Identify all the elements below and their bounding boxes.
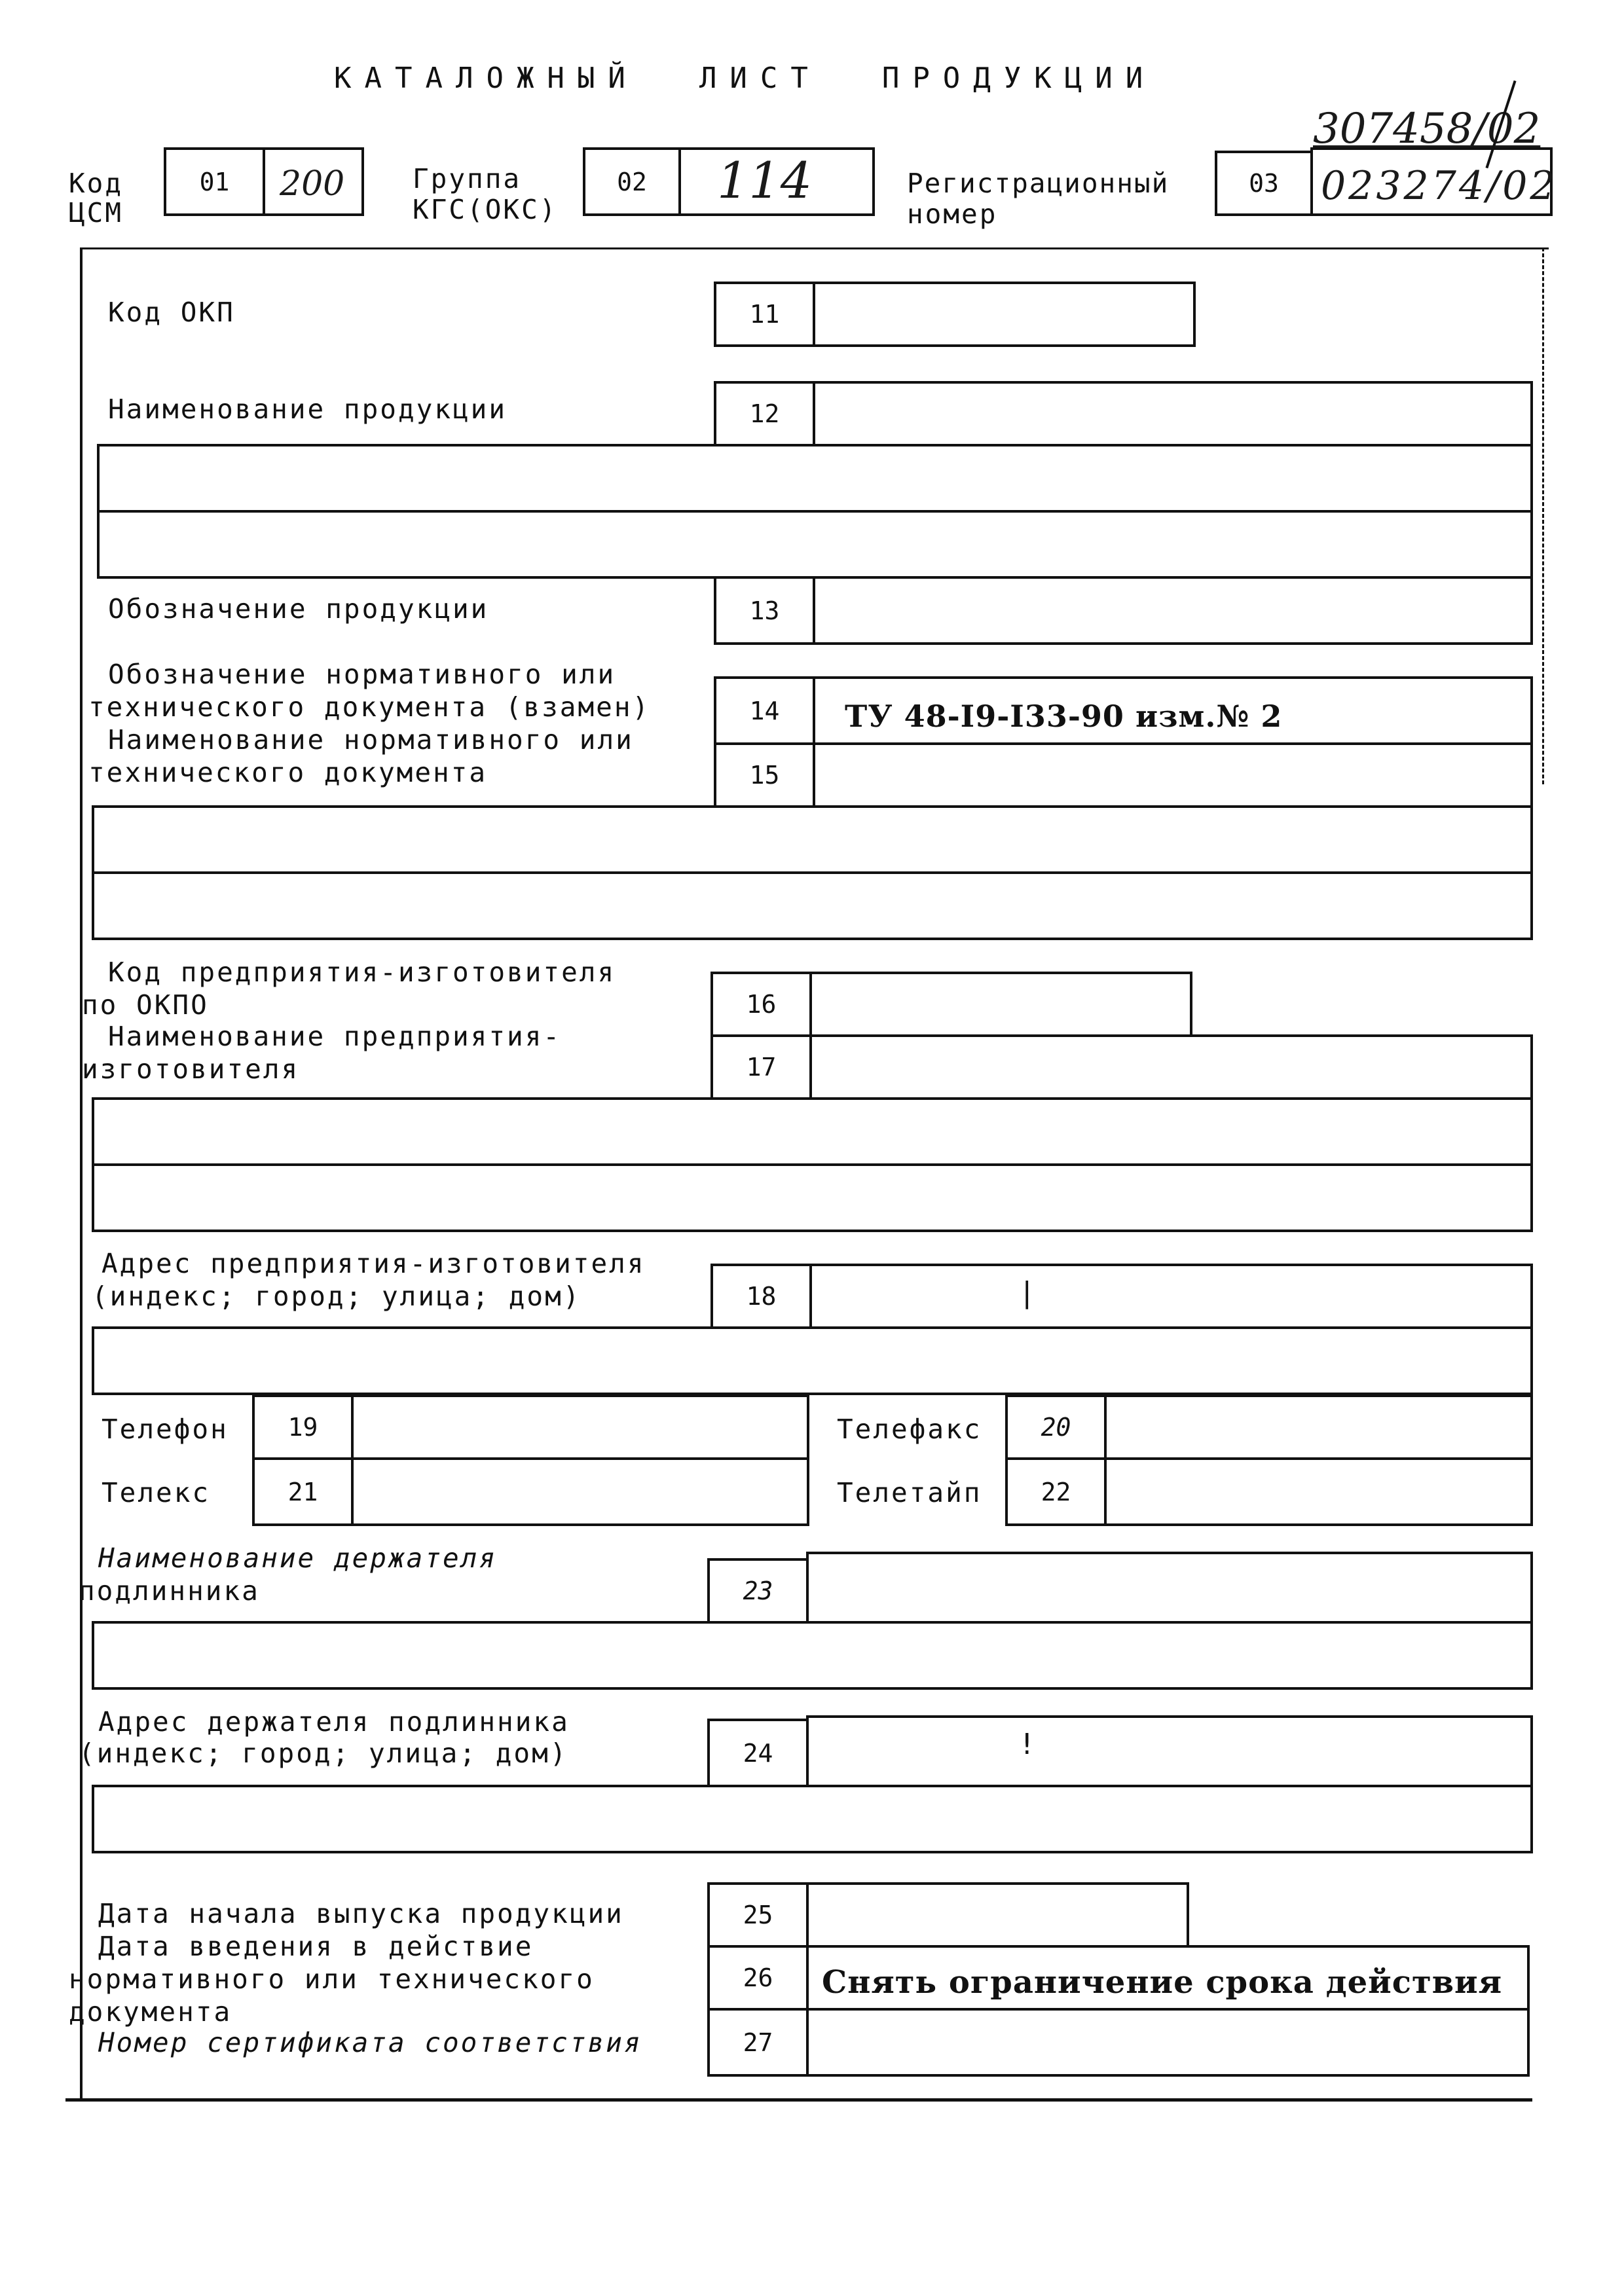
- norm-doc-name-label-2: технического документа: [88, 757, 488, 788]
- telex-field[interactable]: [351, 1457, 809, 1526]
- effective-date-label-3: документа: [69, 1996, 232, 2028]
- okp-label: Код ОКП: [108, 297, 235, 328]
- group-label-line2: КГС(ОКС): [413, 194, 558, 225]
- certificate-field[interactable]: [806, 2008, 1530, 2077]
- okp-num: 11: [714, 282, 815, 347]
- product-designation-label: Обозначение продукции: [108, 593, 489, 625]
- norm-doc-designation-label-2: технического документа (взамен): [88, 691, 651, 723]
- frame-left: [80, 247, 83, 2100]
- certificate-num: 27: [707, 2008, 809, 2077]
- effective-date-value: Снять ограничение срока действия: [822, 1964, 1503, 2001]
- product-name-line2[interactable]: [97, 444, 1533, 513]
- phone-label: Телефон: [101, 1413, 229, 1445]
- norm-doc-designation-label-1: Обозначение нормативного или: [108, 659, 616, 690]
- release-date-num: 25: [707, 1882, 809, 1948]
- product-name-label: Наименование продукции: [108, 393, 507, 425]
- manufacturer-name-label-1: Наименование предприятия-: [108, 1021, 562, 1052]
- holder-address-field[interactable]: [806, 1715, 1533, 1787]
- manufacturer-name-line2[interactable]: [92, 1097, 1533, 1166]
- fax-num: 20: [1005, 1394, 1107, 1460]
- csm-value: 200: [280, 164, 345, 204]
- effective-date-field[interactable]: [806, 1945, 1530, 2011]
- holder-address-tick: !: [1018, 1728, 1036, 1761]
- frame-right-dashed: [1542, 247, 1544, 784]
- teletype-num: 22: [1005, 1457, 1107, 1526]
- norm-doc-name-field[interactable]: [813, 742, 1533, 808]
- group-label-line1: Группа: [413, 163, 522, 194]
- manufacturer-name-field[interactable]: [809, 1034, 1533, 1100]
- frame-top: [82, 247, 1549, 249]
- norm-doc-name-line2[interactable]: [92, 805, 1533, 874]
- holder-address-line2[interactable]: [92, 1785, 1533, 1853]
- okp-field[interactable]: [813, 282, 1196, 347]
- holder-address-label-2: (индекс; город; улица; дом): [79, 1738, 568, 1769]
- effective-date-num: 26: [707, 1945, 809, 2011]
- okpo-num: 16: [710, 972, 812, 1037]
- release-date-field[interactable]: [806, 1882, 1189, 1948]
- fax-label: Телефакс: [837, 1413, 982, 1445]
- holder-address-label-1: Адрес держателя подлинника: [98, 1706, 570, 1738]
- telex-num: 21: [252, 1457, 354, 1526]
- reg-label-line2: номер: [907, 198, 998, 230]
- manufacturer-address-line2[interactable]: [92, 1326, 1533, 1395]
- teletype-label: Телетайп: [837, 1477, 982, 1508]
- manufacturer-address-field[interactable]: [809, 1264, 1533, 1329]
- reg-value: 023274/02: [1321, 163, 1558, 209]
- holder-name-num: 23: [707, 1558, 809, 1624]
- csm-label-line1: Код: [69, 168, 124, 199]
- product-name-num: 12: [714, 381, 815, 446]
- frame-bottom: [65, 2098, 1532, 2102]
- fax-field[interactable]: [1104, 1394, 1533, 1460]
- group-value-field[interactable]: [678, 147, 875, 216]
- effective-date-label-1: Дата введения в действие: [98, 1931, 534, 1962]
- manufacturer-name-line3[interactable]: [92, 1163, 1533, 1232]
- reg-code: 03: [1215, 151, 1313, 216]
- holder-name-label-2: подлинника: [79, 1575, 260, 1607]
- okpo-field[interactable]: [809, 972, 1192, 1037]
- phone-num: 19: [252, 1394, 354, 1460]
- holder-name-field[interactable]: [806, 1552, 1533, 1624]
- norm-doc-name-num: 15: [714, 742, 815, 808]
- effective-date-label-2: нормативного или технического: [69, 1963, 595, 1995]
- okpo-label-1: Код предприятия-изготовителя: [108, 957, 616, 988]
- manufacturer-address-tick: |: [1018, 1276, 1036, 1309]
- reg-label-line1: Регистрационный: [907, 168, 1170, 199]
- manufacturer-address-label-2: (индекс; город; улица; дом): [92, 1281, 581, 1312]
- phone-field[interactable]: [351, 1394, 809, 1460]
- csm-value-field[interactable]: [263, 147, 364, 216]
- handwritten-corner-number: 307458/02: [1313, 105, 1541, 153]
- group-code: 02: [583, 147, 681, 216]
- product-designation-field[interactable]: [813, 576, 1533, 645]
- teletype-field[interactable]: [1104, 1457, 1533, 1526]
- page-title: КАТАЛОЖНЫЙ ЛИСТ ПРОДУКЦИИ: [334, 62, 1156, 95]
- manufacturer-address-label-1: Адрес предприятия-изготовителя: [101, 1248, 646, 1279]
- telex-label: Телекс: [101, 1477, 211, 1508]
- product-name-field[interactable]: [813, 381, 1533, 446]
- reg-value-field[interactable]: [1310, 147, 1558, 216]
- product-name-line3[interactable]: [97, 510, 1533, 579]
- manufacturer-address-num: 18: [710, 1264, 812, 1329]
- holder-name-line2[interactable]: [92, 1621, 1533, 1690]
- csm-label-line2: ЦСМ: [69, 197, 124, 228]
- certificate-label: Номер сертификата соответствия: [98, 2027, 642, 2058]
- holder-name-label-1: Наименование держателя: [98, 1542, 498, 1574]
- norm-doc-name-label-1: Наименование нормативного или: [108, 724, 634, 756]
- norm-doc-designation-num: 14: [714, 676, 815, 745]
- manufacturer-name-num: 17: [710, 1034, 812, 1100]
- product-designation-num: 13: [714, 576, 815, 645]
- norm-doc-designation-field[interactable]: [813, 676, 1533, 745]
- manufacturer-name-label-2: изготовителя: [82, 1053, 300, 1085]
- csm-code: 01: [164, 147, 265, 216]
- norm-doc-designation-value: ТУ 48-I9-I33-90 изм.№ 2: [845, 699, 1283, 734]
- release-date-label: Дата начала выпуска продукции: [98, 1898, 624, 1929]
- norm-doc-name-line3[interactable]: [92, 871, 1533, 940]
- holder-address-num: 24: [707, 1719, 809, 1787]
- okpo-label-2: по ОКПО: [82, 989, 209, 1021]
- group-value: 114: [717, 151, 813, 210]
